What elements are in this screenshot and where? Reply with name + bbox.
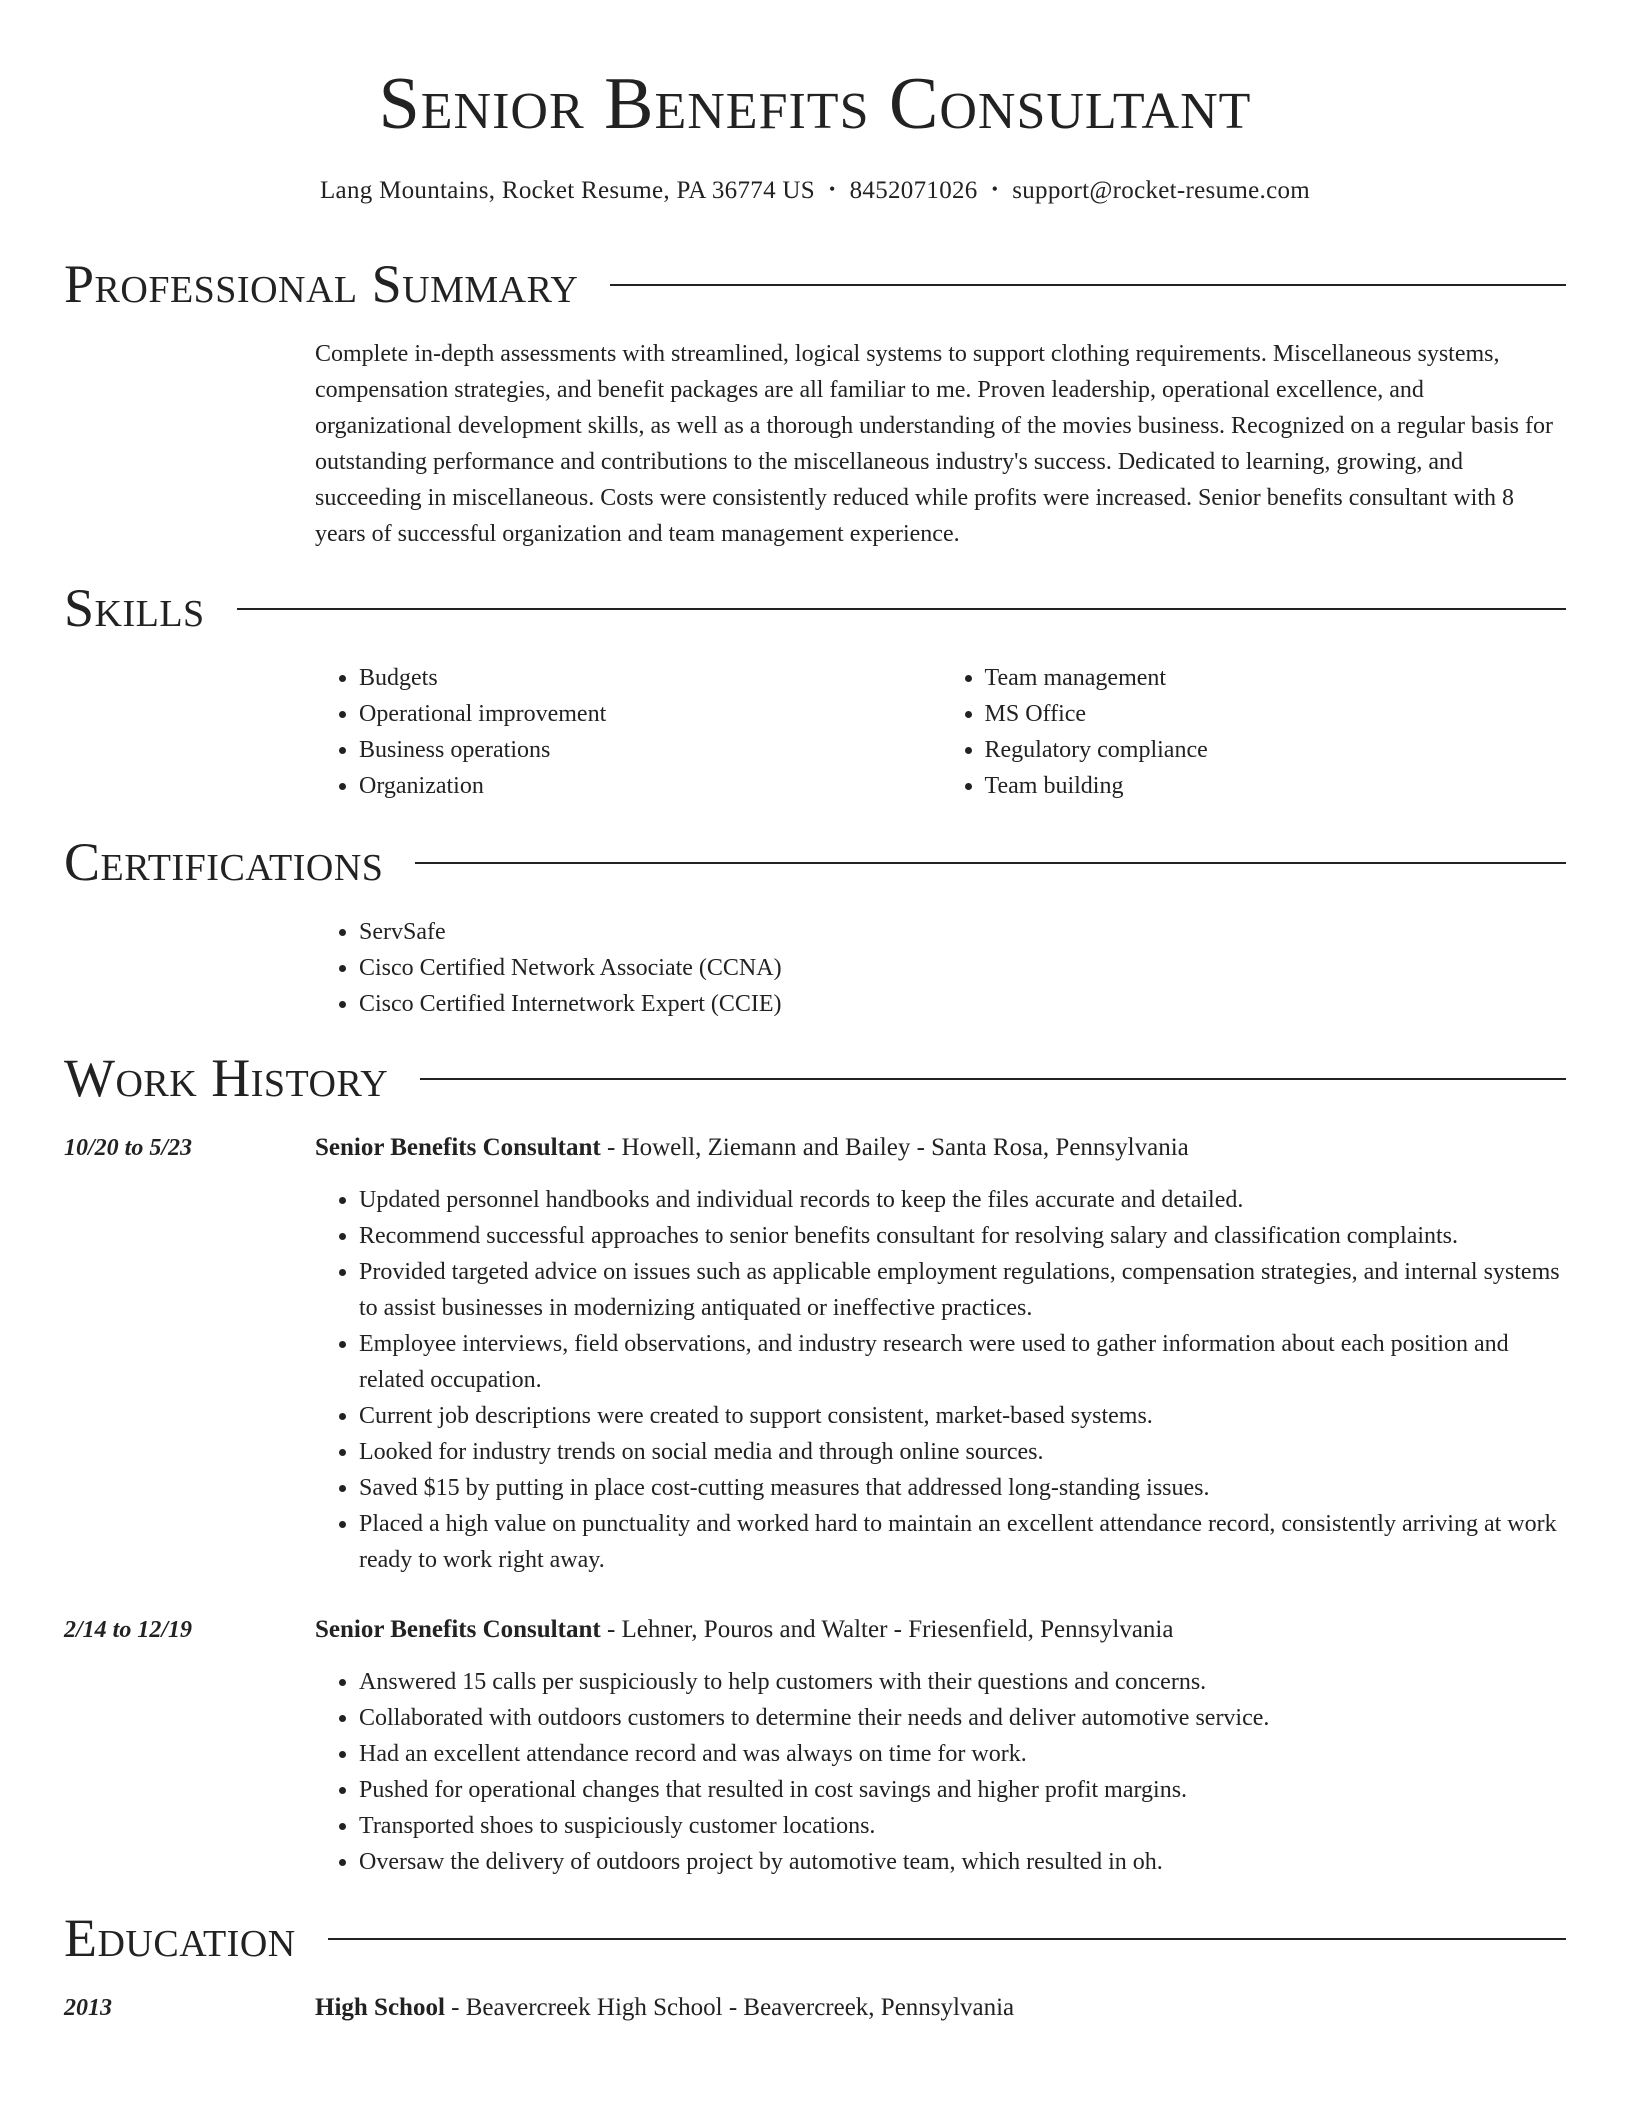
- contact-email[interactable]: support@rocket-resume.com: [1012, 177, 1311, 204]
- education-year: 2013: [64, 1995, 112, 2021]
- certifications-heading: Certifications: [64, 832, 384, 892]
- job-bullet: • Provided targeted advice on issues such as applicable employment regulations, compensation strategies, and internal systems to assist businesses in modernizing antiquated or ineffective practices.: [359, 1254, 1566, 1326]
- skill-item: • Business operations: [359, 732, 941, 768]
- work-section-heading: [64, 1048, 1566, 1108]
- summary-text: Complete in-depth assessments with streamlined, logical systems to support clothing requirements. Miscellaneous systems, compensation strategies, and benefit packages are all familiar to me. Proven leadership, operational excellence, and organizational development skills, as well as a thorough understanding of the movies business. Recognized on a regular basis for outstanding performance and contributions to the miscellaneous industry's success. Dedicated to learning, growing, and succeeding in miscellaneous. Costs were consistently reduced while profits were increased. Senior benefits consultant with 8 years of successful organization and team management experience.: [315, 341, 1553, 547]
- education-entry: [315, 1990, 1566, 2026]
- job-bullet: • Pushed for operational changes that resulted in cost savings and higher profit margins.: [359, 1772, 1566, 1808]
- section-divider: [610, 284, 1566, 286]
- job-entry: [315, 1130, 1566, 1578]
- section-divider: [237, 608, 1566, 610]
- certifications-list: [315, 914, 1566, 1022]
- job-bullet: • Answered 15 calls per suspiciously to help customers with their questions and concerns.: [359, 1664, 1566, 1700]
- education-school: - Beavercreek High School - Beavercreek, Pennsylvania: [444, 1994, 1015, 2021]
- certification-item: • Cisco Certified Network Associate (CCNA): [359, 950, 1566, 986]
- job-title-line: [315, 1130, 1566, 1166]
- certifications-content: [315, 914, 1566, 1022]
- skill-item: • Budgets: [359, 660, 941, 696]
- summary-content: [315, 336, 1566, 552]
- education-section-heading: [64, 1908, 1566, 1968]
- certification-item: • Cisco Certified Internetwork Expert (CCIE): [359, 986, 1566, 1022]
- job-bullet: • Employee interviews, field observations, and industry research were used to gather information about each position and related occupation.: [359, 1326, 1566, 1398]
- job-bullet: • Looked for industry trends on social media and through online sources.: [359, 1434, 1566, 1470]
- skill-item: • Regulatory compliance: [985, 732, 1567, 768]
- job-dates: 10/20 to 5/23: [64, 1135, 193, 1161]
- section-divider: [420, 1078, 1566, 1080]
- job-bullet: • Recommend successful approaches to senior benefits consultant for resolving salary and classification complaints.: [359, 1218, 1566, 1254]
- summary-section-heading: [64, 254, 1566, 314]
- section-divider: [415, 862, 1566, 864]
- skills-section-heading: [64, 578, 1566, 638]
- skills-grid: [315, 660, 1566, 804]
- education-degree: High School: [315, 1994, 445, 2021]
- job-dates: 2/14 to 12/19: [64, 1617, 193, 1643]
- contact-separator: •: [991, 179, 999, 199]
- skills-heading: Skills: [64, 578, 205, 638]
- job-bullet: • Oversaw the delivery of outdoors project by automotive team, which resulted in oh.: [359, 1844, 1566, 1880]
- skill-item: • Organization: [359, 768, 941, 804]
- education-line: [315, 1990, 1566, 2026]
- skill-item: • Operational improvement: [359, 696, 941, 732]
- contact-phone: 8452071026: [849, 177, 978, 204]
- contact-separator: •: [829, 179, 836, 199]
- job-bullets: [315, 1182, 1566, 1578]
- job-title-line: [315, 1612, 1566, 1648]
- certification-item: • ServSafe: [359, 914, 1566, 950]
- job-bullets: [315, 1664, 1566, 1880]
- education-heading: Education: [64, 1908, 296, 1968]
- skill-item: • MS Office: [985, 696, 1567, 732]
- skill-item: • Team management: [985, 660, 1567, 696]
- job-bullet: • Collaborated with outdoors customers to determine their needs and deliver automotive service.: [359, 1700, 1566, 1736]
- job-title: Senior Benefits Consultant: [315, 1134, 601, 1161]
- skills-content: [315, 660, 1566, 804]
- work-heading: Work History: [64, 1048, 389, 1108]
- skills-list-right: [941, 660, 1567, 804]
- section-divider: [328, 1938, 1566, 1940]
- job-bullet: • Saved $15 by putting in place cost-cutting measures that addressed long-standing issues.: [359, 1470, 1566, 1506]
- skills-list-left: [315, 660, 941, 804]
- job-title: Senior Benefits Consultant: [315, 1616, 601, 1643]
- job-company: - Lehner, Pouros and Walter - Friesenfield, Pennsylvania: [600, 1616, 1174, 1643]
- job-bullet: • Placed a high value on punctuality and worked hard to maintain an excellent attendance record, consistently arriving at work ready to work right away.: [359, 1506, 1566, 1578]
- job-bullet: • Updated personnel handbooks and individual records to keep the files accurate and detailed.: [359, 1182, 1566, 1218]
- candidate-name: Senior Benefits Consultant: [378, 63, 1252, 145]
- job-bullet: • Current job descriptions were created to support consistent, market-based systems.: [359, 1398, 1566, 1434]
- certifications-section-heading: [64, 832, 1566, 892]
- job-company: - Howell, Ziemann and Bailey - Santa Rosa, Pennsylvania: [600, 1134, 1189, 1161]
- contact-line: [64, 176, 1566, 207]
- job-bullet: • Transported shoes to suspiciously customer locations.: [359, 1808, 1566, 1844]
- job-entry: [315, 1612, 1566, 1880]
- skill-item: • Team building: [985, 768, 1567, 804]
- summary-heading: Professional Summary: [64, 254, 579, 314]
- job-bullet: • Had an excellent attendance record and was always on time for work.: [359, 1736, 1566, 1772]
- contact-address: Lang Mountains, Rocket Resume, PA 36774 US: [319, 177, 815, 204]
